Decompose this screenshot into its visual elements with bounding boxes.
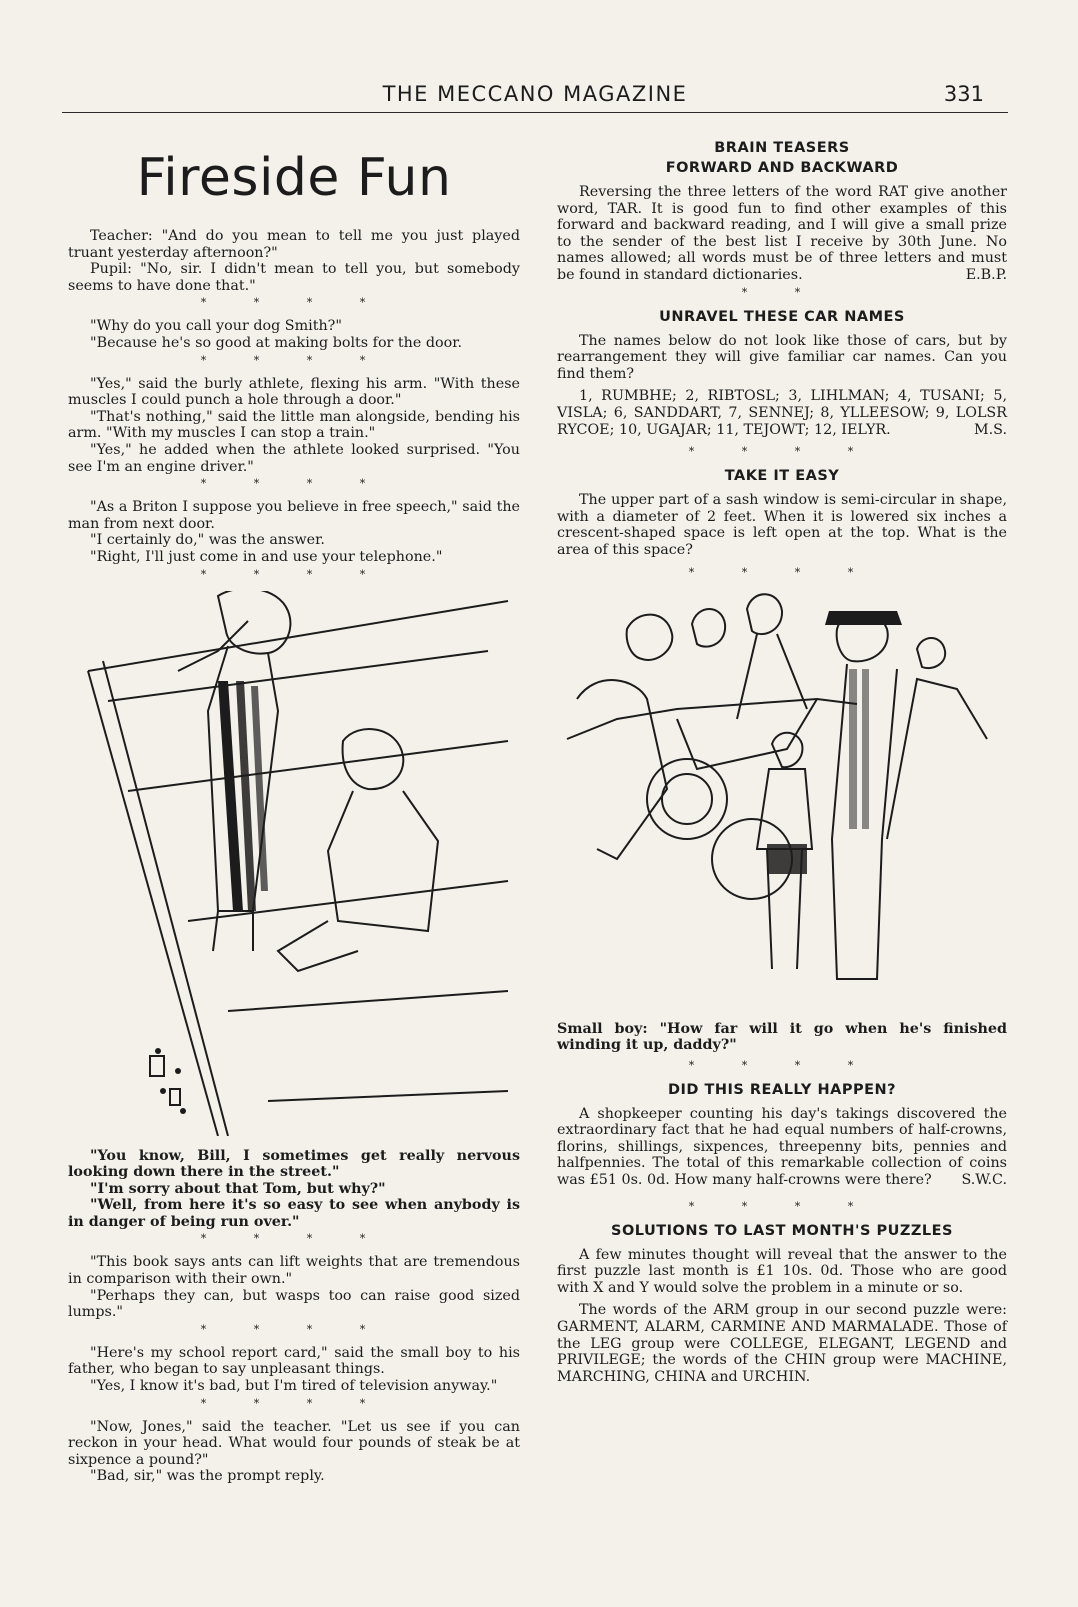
page-header bbox=[62, 80, 1008, 113]
brain-teaser-text bbox=[557, 184, 1007, 284]
joke-text: "I certainly do," was the answer. bbox=[90, 532, 325, 549]
author-initials: M.S. bbox=[973, 421, 1007, 438]
separator-stars: * * * * bbox=[688, 565, 876, 579]
solutions-text: The words of the ARM group in our second puzzle were: GARMENT, ALARM, CARMINE AND MARMALADE. Those of the LEG group were COLLEGE, ELEGANT, LEGEND and PRIVILEGE; the words of the CHIN group were MACHINE, MARCHING, CHINA and URCHIN. bbox=[557, 1302, 1007, 1385]
cartoon-caption: "Well, from here it's so easy to see when anybody is in danger of being run over." bbox=[68, 1197, 520, 1230]
take-it-easy-text: The upper part of a sash window is semi-circular in shape, with a diameter of 2 feet. When it is lowered six inches a crescent-shaped space is left open at the top. What is the area of this space? bbox=[557, 492, 1007, 558]
section-heading-take-it-easy: TAKE IT EASY bbox=[724, 468, 840, 485]
joke-text: "Here's my school report card," said the small boy to his father, who began to say unpleasant things. bbox=[68, 1344, 520, 1378]
joke-text: "Now, Jones," said the teacher. "Let us see if you can reckon in your head. What would four pounds of steak be at sixpence a pound?" bbox=[68, 1418, 520, 1468]
did-this-happen-body: A shopkeeper counting his day's takings discovered the extraordinary fact that he had equal numbers of half-crowns, florins, shillings, sixpences, threepenny bits, pennies and halfpennies. The total of this remarkable collection of coins was £51 0s. 0d. How many half-crowns were there? bbox=[557, 1105, 1007, 1189]
separator-stars: * * bbox=[741, 285, 823, 299]
page-title: Fireside Fun bbox=[136, 148, 452, 208]
joke-text: "This book says ants can lift weights that are tremendous in comparison with their own." bbox=[68, 1254, 520, 1288]
cartoon-illustration-workers bbox=[68, 591, 520, 1136]
car-names-list bbox=[557, 388, 1007, 438]
section-heading-solutions: SOLUTIONS TO LAST MONTH'S PUZZLES bbox=[611, 1222, 953, 1239]
brain-teaser-body: Reversing the three letters of the word RAT give another word, TAR. It is good fun to find other examples of this forward and backward reading, and I will give a small prize to the sender of the best list I receive by 30th June. No names allowed; all words must be of three letters and must be found in standard dictionaries. bbox=[557, 184, 1007, 283]
joke-text: "Yes, I know it's bad, but I'm tired of television anyway." bbox=[90, 1378, 498, 1395]
joke-text: Pupil: "No, sir. I didn't mean to tell you, but somebody seems to have done that." bbox=[68, 261, 520, 294]
did-this-happen-text bbox=[557, 1106, 1007, 1189]
joke-text: "Because he's so good at making bolts for the door. bbox=[90, 334, 463, 351]
section-heading-did-this-happen: DID THIS REALLY HAPPEN? bbox=[667, 1081, 897, 1098]
page-number: 331 bbox=[943, 82, 984, 106]
left-column bbox=[68, 140, 520, 1485]
separator-stars: * * * * bbox=[200, 567, 388, 581]
right-column bbox=[557, 140, 1007, 1385]
joke-text: "Right, I'll just come in and use your telephone." bbox=[90, 548, 443, 565]
solutions-text: A few minutes thought will reveal that the answer to the first puzzle last month is £1 10s. 0d. Those who are good with X and Y would solve the problem in a minute or so. bbox=[557, 1246, 1007, 1296]
separator-stars: * * * * bbox=[200, 477, 388, 491]
car-names-intro: The names below do not look like those of cars, but by rearrangement they will give familiar car names. Can you find them? bbox=[557, 332, 1007, 382]
separator-stars: * * * * bbox=[200, 1322, 388, 1336]
separator-stars: * * * * bbox=[200, 296, 388, 310]
author-initials: E.B.P. bbox=[965, 266, 1007, 283]
separator-stars: * * * * bbox=[688, 1199, 876, 1213]
joke-text: "Why do you call your dog Smith?" bbox=[90, 318, 342, 335]
separator-stars: * * * * bbox=[688, 445, 876, 459]
separator-stars: * * * * bbox=[688, 1058, 876, 1072]
joke-text: Teacher: "And do you mean to tell me you just played truant yesterday afternoon?" bbox=[68, 228, 520, 261]
cartoon-caption: "You know, Bill, I sometimes get really nervous looking down there in the street." bbox=[68, 1147, 520, 1181]
magazine-title: THE MECCANO MAGAZINE bbox=[382, 82, 688, 106]
section-heading-brain-teasers: BRAIN TEASERS bbox=[714, 140, 850, 156]
joke-text: "As a Briton I suppose you believe in free speech," said the man from next door. bbox=[68, 499, 520, 532]
cartoon-caption: "I'm sorry about that Tom, but why?" bbox=[90, 1180, 386, 1197]
separator-stars: * * * * bbox=[200, 1396, 388, 1410]
author-initials: S.W.C. bbox=[961, 1172, 1007, 1189]
section-heading-forward-backward: FORWARD AND BACKWARD bbox=[665, 160, 899, 176]
joke-text: "That's nothing," said the little man alongside, bending his arm. "With my muscles I can stop a train." bbox=[68, 408, 520, 442]
separator-stars: * * * * bbox=[200, 353, 388, 367]
section-heading-car-names: UNRAVEL THESE CAR NAMES bbox=[659, 308, 905, 325]
separator-stars: * * * * bbox=[200, 1232, 388, 1246]
joke-text: "Bad, sir," was the prompt reply. bbox=[90, 1468, 325, 1485]
joke-text: "Yes," said the burly athlete, flexing his arm. "With these muscles I could punch a hole through a door." bbox=[68, 375, 520, 409]
joke-text: "Yes," he added when the athlete looked surprised. "You see I'm an engine driver." bbox=[68, 441, 520, 475]
cartoon-caption: Small boy: "How far will it go when he's finished winding it up, daddy?" bbox=[557, 1020, 1007, 1054]
joke-text: "Perhaps they can, but wasps too can raise good sized lumps." bbox=[68, 1287, 520, 1321]
car-names-items: 1, RUMBHE; 2, RIBTOSL; 3, LIHLMAN; 4, TUSANI; 5, VISLA; 6, SANDDART, 7, SENNEJ; 8, YLLEESOW; 9, LOLSR RYCOE; 10, UGAJAR; 11, TEJOWT; 12, IELYR. bbox=[557, 388, 1007, 438]
cartoon-illustration-car bbox=[557, 589, 1007, 1009]
